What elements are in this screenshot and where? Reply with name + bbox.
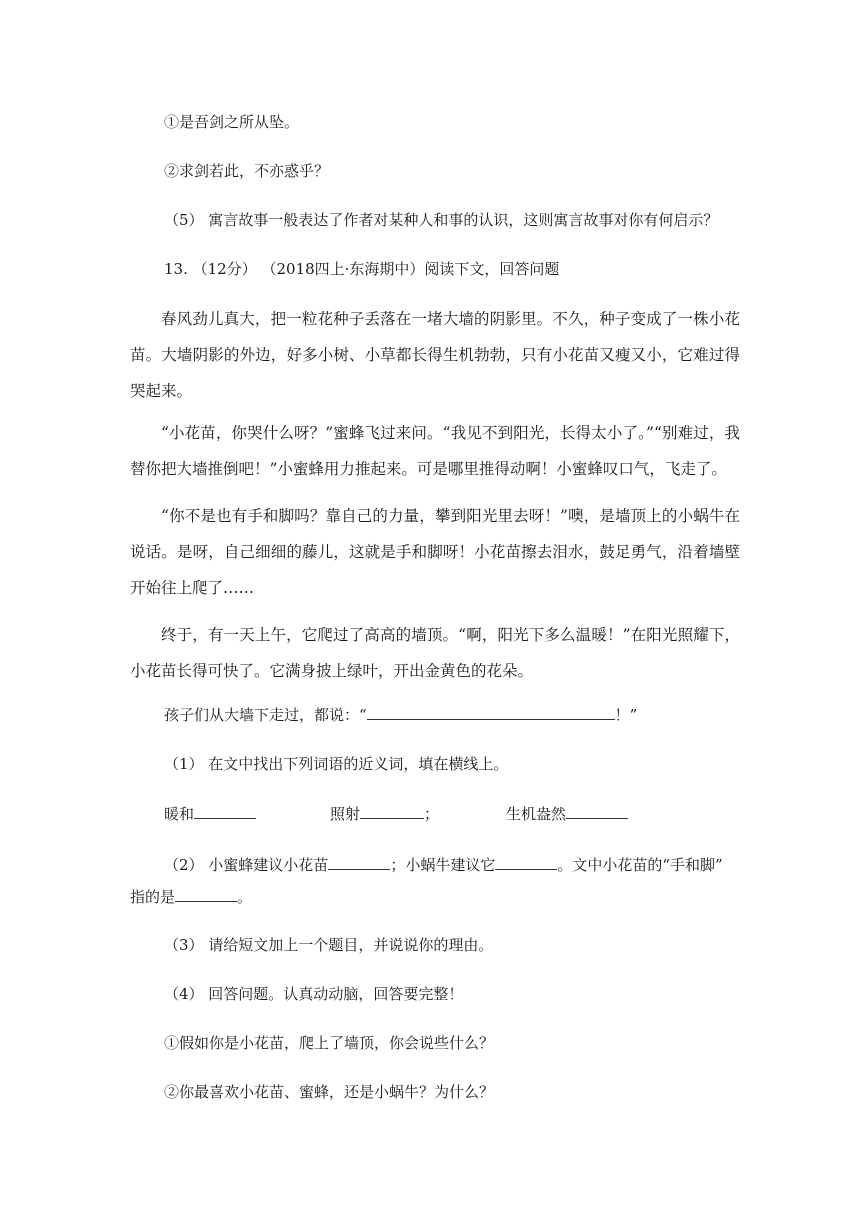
- synonym-word-1-label: 暖和: [164, 805, 195, 823]
- sub-question-3: （3） 请给短文加上一个题目，并说说你的理由。: [164, 936, 494, 954]
- synonym-blank-1[interactable]: [194, 804, 256, 819]
- sub-question-2-line-2: [130, 887, 252, 906]
- synonym-blank-3[interactable]: [566, 804, 628, 819]
- question-13-header: 13. （12分） （2018四上·东海期中）阅读下文，回答问题: [164, 260, 560, 278]
- passage-paragraph-4: 终于，有一天上午，它爬过了高高的墙顶。“啊，阳光下多么温暖！”在阳光照耀下，小花苗长得可快了。它满身披上绿叶，开出金黄色的花朵。: [130, 626, 740, 680]
- passage-paragraph-3: “你不是也有手和脚吗？靠自己的力量，攀到阳光里去呀！”噢，是墙顶上的小蜗牛在说话。是呀，自己细细的藤儿，这就是手和脚呀！小花苗擦去泪水，鼓足勇气，沿着墙壁开始往上爬了……: [130, 507, 740, 597]
- sub-question-4-item-1: ①假如你是小花苗，爬上了墙顶，你会说些什么？: [164, 1034, 495, 1052]
- synonym-word-2-label: 照射: [330, 805, 361, 823]
- synonym-separator: ；: [424, 805, 440, 823]
- passage-paragraph-5: [164, 705, 637, 724]
- question-5-prompt: （5） 寓言故事一般表达了作者对某种人和事的认识，这则寓言故事对你有何启示？: [164, 211, 719, 229]
- synonym-word-2: [330, 804, 439, 823]
- fill-blank-hands-feet[interactable]: [175, 887, 237, 902]
- passage-paragraph-1: 春风劲儿真大，把一粒花种子丢落在一堵大墙的阴影里。不久，种子变成了一株小花苗。大墙阴影的外边，好多小树、小草都长得生机勃勃，只有小花苗又瘦又小，它难过得哭起来。: [130, 310, 740, 400]
- synonym-word-1: [164, 804, 256, 823]
- passage-paragraph-2: “小花苗，你哭什么呀？”蜜蜂飞过来问。“我见不到阳光，长得太小了。”“别难过，我替你把大墙推倒吧！”小蜜蜂用力推起来。可是哪里推得动啊！小蜜蜂叹口气，飞走了。: [130, 424, 740, 478]
- answer-line-1: ①是吾剑之所从坠。: [164, 113, 300, 131]
- sub-question-2-line-1: [164, 855, 723, 874]
- answer-line-2: ②求剑若此，不亦惑乎？: [164, 162, 330, 180]
- fill-blank-bee-suggestion[interactable]: [328, 855, 390, 870]
- sub-question-2-part-b: ；小蜗牛建议它: [390, 856, 496, 874]
- paragraph-5-suffix: ！”: [614, 706, 638, 724]
- synonym-word-3: [506, 804, 628, 823]
- fill-blank-title[interactable]: [367, 705, 615, 720]
- sub-question-2-part-c: 。文中小花苗的“手和脚”: [557, 856, 723, 874]
- sub-question-4-item-2: ②你最喜欢小花苗、蜜蜂，还是小蜗牛？为什么？: [164, 1083, 495, 1101]
- sub-question-4: （4） 回答问题。认真动动脑，回答要完整！: [164, 985, 464, 1003]
- sub-question-2-part-a: （2） 小蜜蜂建议小花苗: [164, 856, 329, 874]
- fill-blank-snail-suggestion[interactable]: [495, 855, 557, 870]
- synonym-word-3-label: 生机盎然: [506, 805, 567, 823]
- sub-question-2-part-d: 指的是: [130, 888, 176, 906]
- sub-question-1: （1） 在文中找出下列词语的近义词，填在横线上。: [164, 755, 509, 773]
- sub-question-2-part-e: 。: [237, 888, 253, 906]
- synonym-blank-2[interactable]: [360, 804, 424, 819]
- paragraph-5-prefix: 孩子们从大墙下走过，都说：“: [164, 706, 367, 724]
